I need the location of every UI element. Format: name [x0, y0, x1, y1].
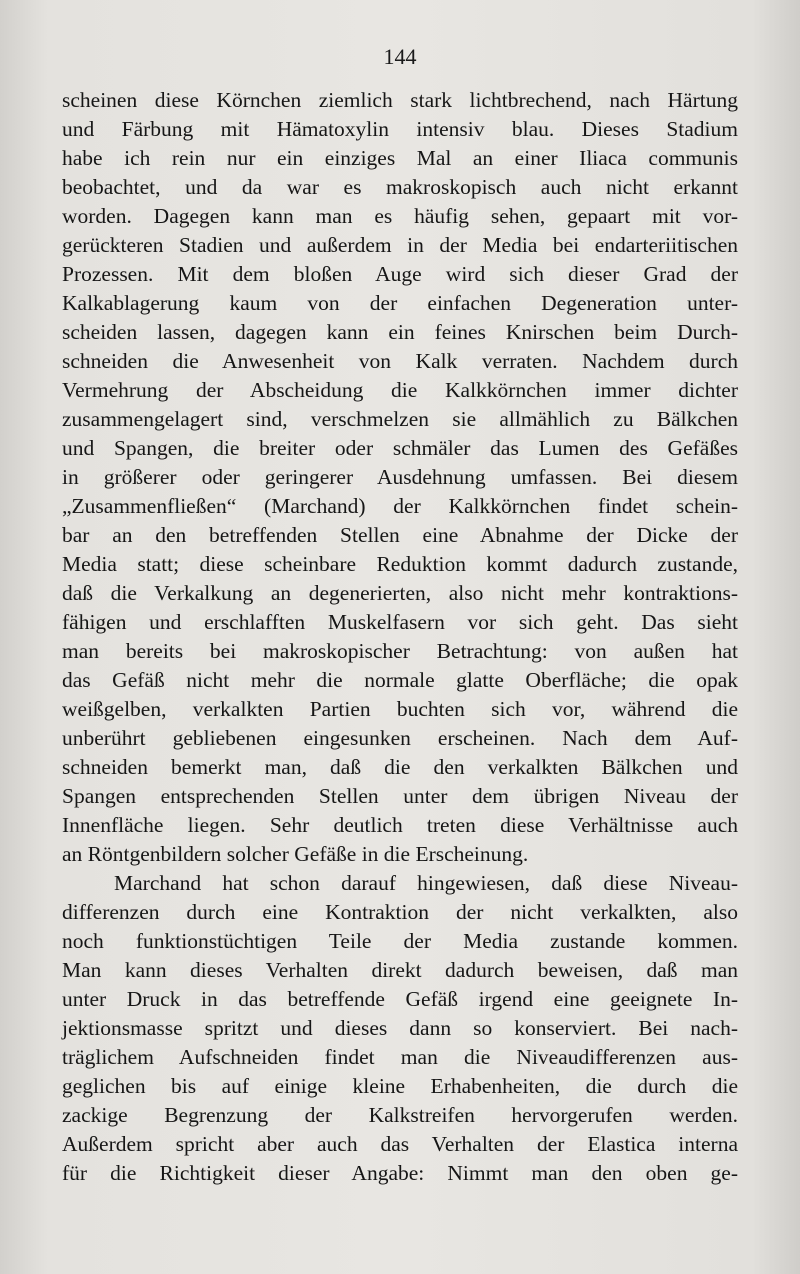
text-line: und Färbung mit Hämatoxylin intensiv blau. Dieses Stadium — [62, 117, 738, 141]
text-line: jektionsmasse spritzt und dieses dann so konserviert. Bei nach- — [62, 1016, 738, 1040]
text-line: Vermehrung der Abscheidung die Kalkkörnchen immer dichter — [62, 378, 738, 402]
text-line: Media statt; diese scheinbare Reduktion kommt dadurch zustande, — [62, 552, 738, 576]
text-line: Kalkablagerung kaum von der einfachen Degeneration unter- — [62, 291, 738, 315]
text-line: schneiden bemerkt man, daß die den verkalkten Bälkchen und — [62, 755, 738, 779]
text-line: Innenfläche liegen. Sehr deutlich treten diese Verhältnisse auch — [62, 813, 738, 837]
text-line: das Gefäß nicht mehr die normale glatte Oberfläche; die opak — [62, 668, 738, 692]
text-line: bar an den betreffenden Stellen eine Abnahme der Dicke der — [62, 523, 738, 547]
text-line: schneiden die Anwesenheit von Kalk verraten. Nachdem durch — [62, 349, 738, 373]
text-line: scheiden lassen, dagegen kann ein feines Knirschen beim Durch- — [62, 320, 738, 344]
text-line: und Spangen, die breiter oder schmäler das Lumen des Gefäßes — [62, 436, 738, 460]
text-line: unberührt gebliebenen eingesunken erscheinen. Nach dem Auf- — [62, 726, 738, 750]
text-line: träglichem Aufschneiden findet man die Niveaudifferenzen aus- — [62, 1045, 738, 1069]
text-line: scheinen diese Körnchen ziemlich stark lichtbrechend, nach Härtung — [62, 88, 738, 112]
text-line: man bereits bei makroskopischer Betrachtung: von außen hat — [62, 639, 738, 663]
text-line: zusammengelagert sind, verschmelzen sie allmählich zu Bälkchen — [62, 407, 738, 431]
text-line: Spangen entsprechenden Stellen unter dem übrigen Niveau der — [62, 784, 738, 808]
page-number: 144 — [383, 44, 417, 69]
text-line: noch funktionstüchtigen Teile der Media zustande kommen. — [62, 929, 738, 953]
text-line: zackige Begrenzung der Kalkstreifen hervorgerufen werden. — [62, 1103, 738, 1127]
paragraph-start-line: Marchand hat schon darauf hingewiesen, daß diese Niveau- — [114, 871, 738, 895]
text-line: Prozessen. Mit dem bloßen Auge wird sich dieser Grad der — [62, 262, 738, 286]
text-line: weißgelben, verkalkten Partien buchten sich vor, während die — [62, 697, 738, 721]
body-text — [62, 86, 738, 1188]
text-line: unter Druck in das betreffende Gefäß irgend eine geeignete In- — [62, 987, 738, 1011]
text-line: daß die Verkalkung an degenerierten, also nicht mehr kontraktions- — [62, 581, 738, 605]
text-line: Außerdem spricht aber auch das Verhalten der Elastica interna — [62, 1132, 738, 1156]
text-line: gerückteren Stadien und außerdem in der Media bei endarteriitischen — [62, 233, 738, 257]
text-line: für die Richtigkeit dieser Angabe: Nimmt man den oben ge- — [62, 1161, 738, 1185]
text-line: Man kann dieses Verhalten direkt dadurch beweisen, daß man — [62, 958, 738, 982]
text-line: „Zusammenfließen“ (Marchand) der Kalkkörnchen findet schein- — [62, 494, 738, 518]
paragraph-end-line: an Röntgenbildern solcher Gefäße in die Erscheinung. — [62, 842, 529, 866]
text-line: differenzen durch eine Kontraktion der nicht verkalkten, also — [62, 900, 738, 924]
text-line: habe ich rein nur ein einziges Mal an einer Iliaca communis — [62, 146, 738, 170]
text-line: beobachtet, und da war es makroskopisch auch nicht erkannt — [62, 175, 738, 199]
text-line: fähigen und erschlafften Muskelfasern vor sich geht. Das sieht — [62, 610, 738, 634]
text-line: geglichen bis auf einige kleine Erhabenheiten, die durch die — [62, 1074, 738, 1098]
text-line: in größerer oder geringerer Ausdehnung umfassen. Bei diesem — [62, 465, 738, 489]
text-line: worden. Dagegen kann man es häufig sehen, gepaart mit vor- — [62, 204, 738, 228]
